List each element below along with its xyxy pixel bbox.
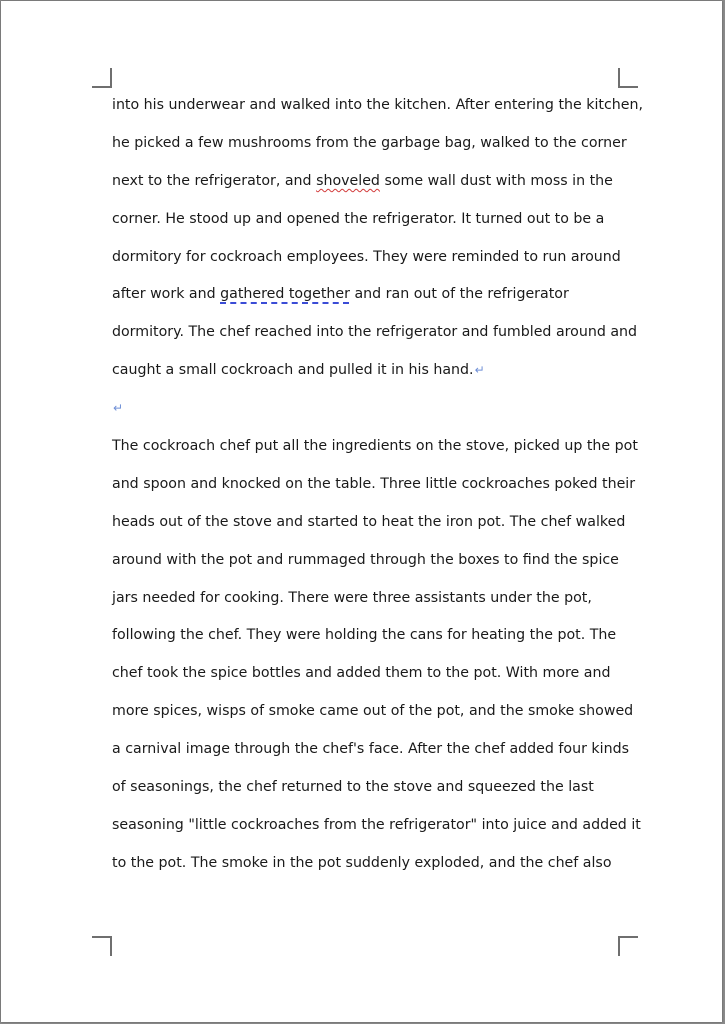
text-line: more spices, wisps of smoke came out of the pot, and the smoke showed: [112, 703, 634, 720]
text-line: following the chef. They were holding the cans for heating the pot. The: [112, 627, 617, 644]
crop-mark-top-right: [618, 68, 638, 88]
paragraph-1[interactable]: [112, 87, 643, 390]
text-line: seasoning "little cockroaches from the refrigerator" into juice and added it: [112, 816, 641, 833]
text-line: [112, 163, 632, 201]
text-line: heads out of the stove and started to heat the iron pot. The chef walked: [112, 513, 626, 530]
text-line: The cockroach chef put all the ingredients on the stove, picked up the pot: [112, 438, 638, 455]
text-line: he picked a few mushrooms from the garbage bag, walked to the corner: [112, 134, 627, 151]
empty-paragraph[interactable]: [112, 390, 632, 428]
text-line: corner. He stood up and opened the refrigerator. It turned out to be a: [112, 210, 605, 227]
paragraph-mark-icon: ↵: [113, 401, 124, 416]
crop-mark-top-left: [92, 68, 112, 88]
text-line: [112, 352, 632, 390]
text-line: dormitory for cockroach employees. They were reminded to run around: [112, 248, 621, 265]
text-run: next to the refrigerator, and: [112, 172, 317, 189]
spelling-flag[interactable]: shoveled: [316, 172, 380, 189]
text-line: into his underwear and walked into the kitchen. After entering the kitchen,: [112, 97, 643, 113]
text-run: after work and: [112, 286, 221, 303]
crop-mark-bottom-right: [618, 936, 638, 956]
text-line: [112, 276, 632, 314]
paragraph-2[interactable]: [112, 428, 641, 883]
text-line: a carnival image through the chef's face. After the chef added four kinds: [112, 741, 629, 758]
text-run: and ran out of the refrigerator: [349, 286, 569, 303]
document-body[interactable]: [112, 87, 643, 883]
text-line: around with the pot and rummaged through the boxes to find the spice: [112, 551, 619, 568]
text-line: and spoon and knocked on the table. Three little cockroaches poked their: [112, 475, 636, 492]
paragraph-mark-icon: ↵: [474, 363, 485, 378]
text-line: of seasonings, the chef returned to the stove and squeezed the last: [112, 779, 594, 796]
text-run: some wall dust with moss in the: [379, 172, 613, 189]
text-run: caught a small cockroach and pulled it in his hand.: [112, 362, 474, 379]
text-line: chef took the spice bottles and added them to the pot. With more and: [112, 665, 611, 682]
text-line: jars needed for cooking. There were three assistants under the pot,: [112, 589, 592, 606]
grammar-flag[interactable]: gathered together: [220, 286, 350, 303]
crop-mark-bottom-left: [92, 936, 112, 956]
text-line: dormitory. The chef reached into the refrigerator and fumbled around and: [112, 324, 638, 341]
text-line: to the pot. The smoke in the pot suddenly exploded, and the chef also: [112, 854, 612, 871]
document-page[interactable]: [1, 1, 722, 1022]
